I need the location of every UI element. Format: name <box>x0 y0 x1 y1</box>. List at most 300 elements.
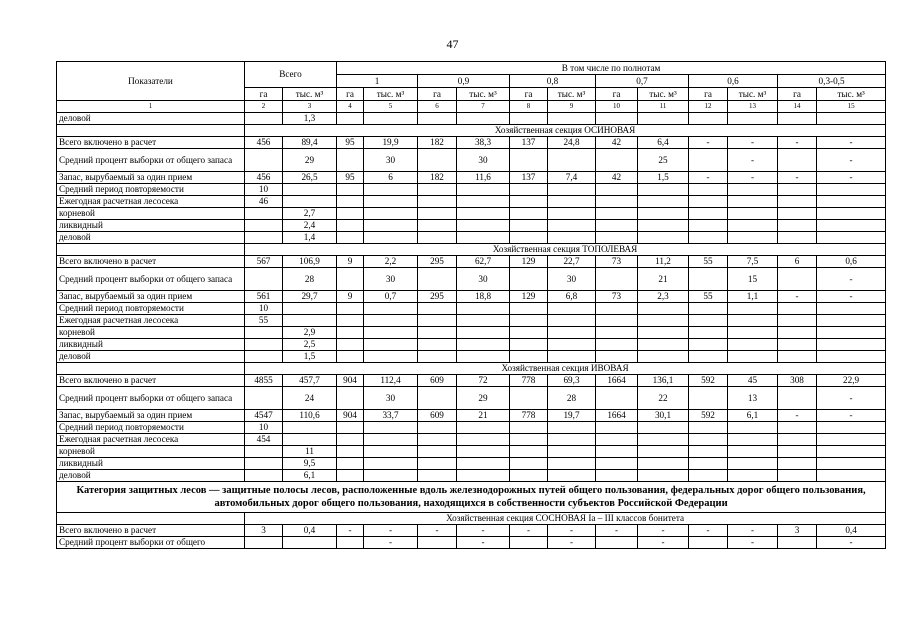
cell-value <box>364 327 418 339</box>
cell-value <box>510 315 548 327</box>
cell-value: 9 <box>337 256 364 268</box>
table-row <box>57 196 886 208</box>
cell-value <box>337 470 364 482</box>
cell-value: 11,2 <box>638 256 689 268</box>
cell-value <box>337 422 364 434</box>
cell-value <box>596 351 638 363</box>
cell-value <box>510 327 548 339</box>
row-label: Средний процент выборки от общего запаса <box>57 149 245 172</box>
cell-value: 778 <box>510 410 548 422</box>
cell-value <box>596 303 638 315</box>
cell-value <box>245 446 283 458</box>
cell-value <box>337 232 364 244</box>
cell-value <box>548 232 596 244</box>
row-label: корневой <box>57 327 245 339</box>
unit-volume: тыс. м³ <box>728 88 778 101</box>
table-row <box>57 315 886 327</box>
header-density: 0,9 <box>418 75 510 88</box>
cell-value <box>510 268 548 291</box>
cell-value <box>638 208 689 220</box>
forest-allowable-cut-table <box>56 61 886 549</box>
cell-value <box>689 327 728 339</box>
cell-value <box>689 149 728 172</box>
cell-value: - <box>778 137 817 149</box>
cell-value: 42 <box>596 137 638 149</box>
cell-value <box>364 208 418 220</box>
cell-value <box>245 537 283 549</box>
cell-value <box>817 458 886 470</box>
column-number: 13 <box>728 101 778 113</box>
cell-value <box>778 351 817 363</box>
row-label: Средний процент выборки от общего запаса <box>57 387 245 410</box>
cell-value <box>510 387 548 410</box>
cell-value: 308 <box>778 375 817 387</box>
cell-value: 30,1 <box>638 410 689 422</box>
column-number: 10 <box>596 101 638 113</box>
cell-value <box>689 434 728 446</box>
cell-value: - <box>728 149 778 172</box>
cell-value <box>778 303 817 315</box>
cell-value <box>638 434 689 446</box>
table-row <box>57 537 886 549</box>
cell-value <box>817 339 886 351</box>
table-row <box>57 220 886 232</box>
column-number: 11 <box>638 101 689 113</box>
row-label: Ежегодная расчетная лесосека <box>57 196 245 208</box>
cell-value: 38,3 <box>457 137 510 149</box>
cell-value <box>817 327 886 339</box>
cell-value <box>596 315 638 327</box>
cell-value: 21 <box>638 268 689 291</box>
table-row <box>57 149 886 172</box>
cell-value <box>418 208 457 220</box>
cell-value <box>418 303 457 315</box>
cell-value <box>245 268 283 291</box>
cell-value <box>596 422 638 434</box>
unit-volume: тыс. м³ <box>364 88 418 101</box>
cell-value <box>638 339 689 351</box>
cell-value <box>245 458 283 470</box>
row-label: Ежегодная расчетная лесосека <box>57 315 245 327</box>
cell-value: 1,3 <box>283 113 337 125</box>
cell-value <box>548 196 596 208</box>
cell-value <box>778 196 817 208</box>
section-title: Хозяйственная секция ОСИНОВАЯ <box>245 125 886 137</box>
cell-value: 3 <box>778 525 817 537</box>
cell-value <box>817 208 886 220</box>
section-title-spacer <box>57 244 245 256</box>
cell-value: 609 <box>418 375 457 387</box>
cell-value: 592 <box>689 410 728 422</box>
cell-value <box>689 220 728 232</box>
cell-value <box>510 196 548 208</box>
cell-value <box>596 196 638 208</box>
cell-value <box>364 184 418 196</box>
cell-value <box>548 470 596 482</box>
cell-value: 1,4 <box>283 232 337 244</box>
cell-value <box>638 470 689 482</box>
cell-value <box>728 339 778 351</box>
cell-value <box>728 113 778 125</box>
cell-value <box>418 113 457 125</box>
cell-value: 24 <box>283 387 337 410</box>
table-row <box>57 525 886 537</box>
cell-value: - <box>817 149 886 172</box>
unit-volume: тыс. м³ <box>548 88 596 101</box>
cell-value: 30 <box>364 149 418 172</box>
table-row <box>57 458 886 470</box>
cell-value <box>689 315 728 327</box>
cell-value: 182 <box>418 137 457 149</box>
cell-value <box>596 387 638 410</box>
cell-value <box>728 458 778 470</box>
cell-value <box>364 446 418 458</box>
header-total: Всего <box>245 62 337 88</box>
cell-value <box>364 220 418 232</box>
cell-value <box>689 268 728 291</box>
cell-value <box>418 446 457 458</box>
cell-value <box>548 458 596 470</box>
cell-value: 42 <box>596 172 638 184</box>
column-number: 14 <box>778 101 817 113</box>
cell-value: 561 <box>245 291 283 303</box>
cell-value <box>510 537 548 549</box>
cell-value: 9 <box>337 291 364 303</box>
cell-value: 55 <box>689 256 728 268</box>
cell-value <box>364 434 418 446</box>
cell-value: 778 <box>510 375 548 387</box>
cell-value <box>283 434 337 446</box>
column-number: 9 <box>548 101 596 113</box>
cell-value <box>728 422 778 434</box>
cell-value: 1,5 <box>638 172 689 184</box>
cell-value: 456 <box>245 172 283 184</box>
cell-value: 4547 <box>245 410 283 422</box>
header-density: 0,7 <box>596 75 689 88</box>
cell-value <box>638 458 689 470</box>
cell-value: - <box>817 387 886 410</box>
cell-value <box>337 184 364 196</box>
cell-value <box>337 351 364 363</box>
cell-value <box>337 315 364 327</box>
cell-value: - <box>337 525 364 537</box>
cell-value: 7,5 <box>728 256 778 268</box>
cell-value <box>689 339 728 351</box>
cell-value: 6 <box>778 256 817 268</box>
table-row <box>57 184 886 196</box>
table-row <box>57 470 886 482</box>
cell-value <box>337 339 364 351</box>
cell-value: 11 <box>283 446 337 458</box>
cell-value <box>638 351 689 363</box>
cell-value <box>337 434 364 446</box>
unit-ha: га <box>778 88 817 101</box>
cell-value <box>596 232 638 244</box>
cell-value: 7,4 <box>548 172 596 184</box>
cell-value: 6,4 <box>638 137 689 149</box>
cell-value: - <box>817 537 886 549</box>
cell-value <box>510 113 548 125</box>
cell-value <box>638 327 689 339</box>
table-row <box>57 387 886 410</box>
cell-value <box>337 446 364 458</box>
cell-value: 112,4 <box>364 375 418 387</box>
unit-ha: га <box>596 88 638 101</box>
section-row <box>57 363 886 375</box>
cell-value: 1664 <box>596 410 638 422</box>
cell-value <box>778 458 817 470</box>
cell-value <box>283 303 337 315</box>
cell-value <box>418 458 457 470</box>
cell-value <box>337 537 364 549</box>
cell-value <box>457 470 510 482</box>
cell-value <box>596 458 638 470</box>
cell-value <box>337 458 364 470</box>
header-density: 1 <box>337 75 418 88</box>
section-title: Хозяйственная секция ТОПОЛЕВАЯ <box>245 244 886 256</box>
cell-value: 2,4 <box>283 220 337 232</box>
cell-value <box>548 339 596 351</box>
table-row <box>57 303 886 315</box>
cell-value: 10 <box>245 422 283 434</box>
cell-value <box>245 113 283 125</box>
cell-value <box>245 327 283 339</box>
cell-value <box>245 387 283 410</box>
unit-ha: га <box>245 88 283 101</box>
cell-value <box>418 351 457 363</box>
table-row <box>57 351 886 363</box>
row-label: Ежегодная расчетная лесосека <box>57 434 245 446</box>
column-number: 6 <box>418 101 457 113</box>
cell-value: - <box>817 172 886 184</box>
cell-value <box>638 303 689 315</box>
cell-value <box>778 268 817 291</box>
cell-value <box>817 113 886 125</box>
column-number: 7 <box>457 101 510 113</box>
cell-value: 137 <box>510 172 548 184</box>
column-number: 15 <box>817 101 886 113</box>
cell-value <box>689 351 728 363</box>
cell-value <box>283 422 337 434</box>
cell-value <box>510 220 548 232</box>
cell-value <box>596 220 638 232</box>
unit-volume: тыс. м³ <box>457 88 510 101</box>
cell-value <box>596 113 638 125</box>
cell-value <box>364 113 418 125</box>
cell-value <box>596 339 638 351</box>
row-label: деловой <box>57 113 245 125</box>
row-label: Средний период повторяемости <box>57 303 245 315</box>
cell-value <box>418 232 457 244</box>
cell-value <box>457 434 510 446</box>
cell-value: 110,6 <box>283 410 337 422</box>
cell-value <box>638 315 689 327</box>
cell-value: 62,7 <box>457 256 510 268</box>
cell-value <box>548 303 596 315</box>
header-density: 0,6 <box>689 75 778 88</box>
cell-value <box>418 387 457 410</box>
section-title-spacer <box>57 513 245 525</box>
cell-value <box>245 351 283 363</box>
cell-value: 456 <box>245 137 283 149</box>
cell-value: 25 <box>638 149 689 172</box>
cell-value: 46 <box>245 196 283 208</box>
cell-value <box>778 184 817 196</box>
cell-value <box>548 327 596 339</box>
header-density: 0,3-0,5 <box>778 75 886 88</box>
row-label: ликвидный <box>57 339 245 351</box>
table-row <box>57 327 886 339</box>
row-label: корневой <box>57 446 245 458</box>
cell-value: - <box>510 525 548 537</box>
cell-value <box>596 537 638 549</box>
cell-value <box>596 184 638 196</box>
cell-value <box>596 268 638 291</box>
section-title: Хозяйственная секция ИВОВАЯ <box>245 363 886 375</box>
column-number: 1 <box>57 101 245 113</box>
cell-value <box>548 422 596 434</box>
table-row <box>57 172 886 184</box>
cell-value <box>337 303 364 315</box>
cell-value <box>548 434 596 446</box>
cell-value <box>337 149 364 172</box>
cell-value <box>510 422 548 434</box>
cell-value: 904 <box>337 375 364 387</box>
cell-value: 15 <box>728 268 778 291</box>
cell-value <box>638 184 689 196</box>
cell-value <box>457 446 510 458</box>
cell-value <box>689 470 728 482</box>
cell-value <box>778 208 817 220</box>
cell-value: - <box>778 291 817 303</box>
cell-value <box>364 315 418 327</box>
row-label: Запас, вырубаемый за один прием <box>57 410 245 422</box>
cell-value: 30 <box>457 268 510 291</box>
cell-value <box>418 422 457 434</box>
cell-value <box>817 232 886 244</box>
cell-value <box>689 232 728 244</box>
cell-value: 106,9 <box>283 256 337 268</box>
cell-value <box>418 184 457 196</box>
row-label: корневой <box>57 208 245 220</box>
cell-value: 30 <box>457 149 510 172</box>
cell-value <box>457 458 510 470</box>
cell-value <box>364 351 418 363</box>
cell-value <box>283 196 337 208</box>
cell-value: 26,5 <box>283 172 337 184</box>
cell-value <box>689 446 728 458</box>
cell-value <box>457 196 510 208</box>
cell-value: - <box>728 137 778 149</box>
cell-value <box>778 315 817 327</box>
table-row <box>57 113 886 125</box>
cell-value <box>337 113 364 125</box>
cell-value: 45 <box>728 375 778 387</box>
cell-value <box>817 220 886 232</box>
cell-value <box>510 303 548 315</box>
cell-value <box>510 470 548 482</box>
cell-value: 0,4 <box>283 525 337 537</box>
cell-value <box>245 470 283 482</box>
cell-value <box>728 315 778 327</box>
row-label: Запас, вырубаемый за один прием <box>57 172 245 184</box>
cell-value <box>364 232 418 244</box>
cell-value: 13 <box>728 387 778 410</box>
cell-value <box>728 351 778 363</box>
cell-value <box>638 220 689 232</box>
cell-value <box>778 339 817 351</box>
cell-value: 6,8 <box>548 291 596 303</box>
cell-value: 89,4 <box>283 137 337 149</box>
row-label: ликвидный <box>57 220 245 232</box>
cell-value: 18,8 <box>457 291 510 303</box>
unit-volume: тыс. м³ <box>638 88 689 101</box>
cell-value: 22,7 <box>548 256 596 268</box>
cell-value <box>689 113 728 125</box>
cell-value <box>457 232 510 244</box>
cell-value <box>817 434 886 446</box>
cell-value <box>418 196 457 208</box>
unit-volume: тыс. м³ <box>817 88 886 101</box>
cell-value: - <box>817 268 886 291</box>
row-label: Всего включено в расчет <box>57 137 245 149</box>
cell-value <box>689 208 728 220</box>
cell-value: 295 <box>418 291 457 303</box>
cell-value <box>337 196 364 208</box>
cell-value <box>364 458 418 470</box>
cell-value <box>337 327 364 339</box>
cell-value: 22 <box>638 387 689 410</box>
table-row <box>57 446 886 458</box>
cell-value: - <box>817 291 886 303</box>
cell-value <box>283 537 337 549</box>
cell-value: 0,6 <box>817 256 886 268</box>
cell-value <box>418 220 457 232</box>
cell-value: - <box>778 410 817 422</box>
cell-value <box>689 387 728 410</box>
cell-value <box>548 315 596 327</box>
cell-value: 1,5 <box>283 351 337 363</box>
unit-ha: га <box>510 88 548 101</box>
cell-value <box>689 537 728 549</box>
cell-value: 3 <box>245 525 283 537</box>
cell-value <box>728 470 778 482</box>
section-title-spacer <box>57 125 245 137</box>
cell-value <box>510 149 548 172</box>
cell-value <box>638 113 689 125</box>
table-row <box>57 434 886 446</box>
cell-value <box>689 422 728 434</box>
section-title: Хозяйственная секция СОСНОВАЯ Iа – III классов бонитета <box>245 513 886 525</box>
cell-value: 182 <box>418 172 457 184</box>
cell-value: 28 <box>548 387 596 410</box>
column-number: 4 <box>337 101 364 113</box>
cell-value <box>418 149 457 172</box>
cell-value: 454 <box>245 434 283 446</box>
cell-value <box>596 149 638 172</box>
cell-value <box>638 232 689 244</box>
cell-value: 2,3 <box>638 291 689 303</box>
cell-value: 567 <box>245 256 283 268</box>
cell-value <box>778 470 817 482</box>
column-number: 12 <box>689 101 728 113</box>
cell-value <box>638 196 689 208</box>
cell-value: - <box>689 137 728 149</box>
cell-value <box>364 196 418 208</box>
cell-value: 19,9 <box>364 137 418 149</box>
cell-value: 136,1 <box>638 375 689 387</box>
cell-value <box>548 208 596 220</box>
